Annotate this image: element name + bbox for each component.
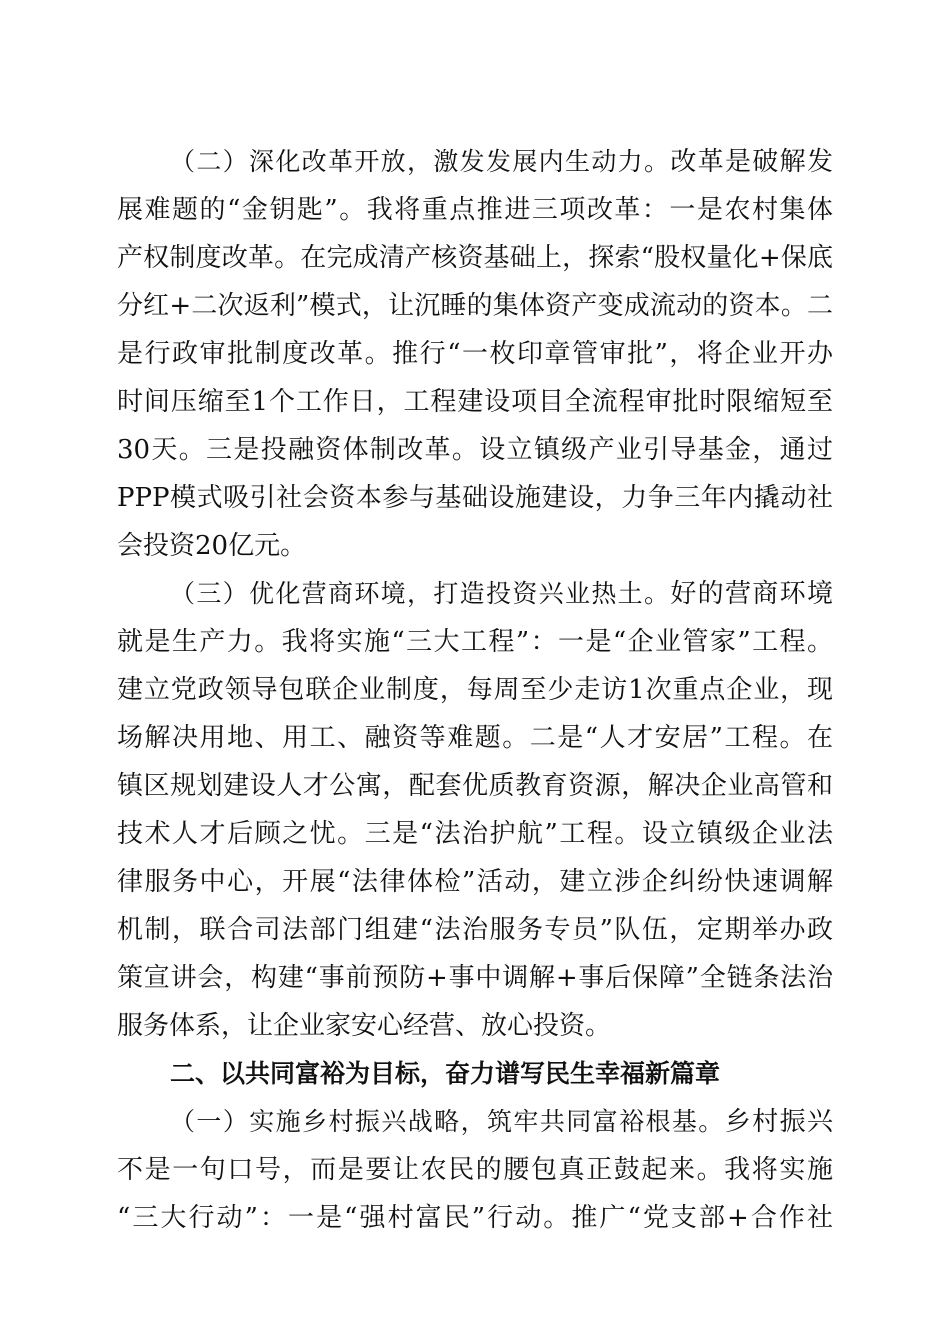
paragraph-2-line-1-text: 改革是破解发 (670, 147, 833, 177)
paragraph-2-line-9: 会投资20亿元。 (117, 531, 307, 561)
paragraph-2-line-8: PPP模式吸引社会资本参与基础设施建设，力争三年内撬动社 (117, 483, 833, 513)
paragraph-3-line-1 (170, 570, 833, 618)
paragraph-2-line-2: 展难题的“金钥匙”。我将重点推进三项改革：一是农村集体 (117, 195, 833, 225)
paragraph-3-line-8: 机制，联合司法部门组建“法治服务专员”队伍，定期举办政 (117, 915, 833, 945)
paragraph-2-line-1 (170, 138, 833, 186)
paragraph-2-line-7: 30天。三是投融资体制改革。设立镇级产业引导基金，通过 (117, 435, 833, 465)
paragraph-4-lead: （一）实施乡村振兴战略，筑牢共同富裕根基。 (170, 1107, 725, 1136)
paragraph-3-line-1-text: 好的营商环境 (670, 579, 833, 609)
paragraph-4-line-1-text: 乡村振兴 (724, 1107, 833, 1137)
paragraph-2-line-5: 是行政审批制度改革。推行“一枚印章管审批”，将企业开办 (117, 339, 833, 369)
section-heading: 二、以共同富裕为目标，奋力谱写民生幸福新篇章 (170, 1059, 721, 1088)
paragraph-2-line-6: 时间压缩至1个工作日，工程建设项目全流程审批时限缩短至 (117, 387, 833, 417)
paragraph-3-line-3: 建立党政领导包联企业制度，每周至少走访1次重点企业，现 (117, 675, 833, 705)
paragraph-3-line-9: 策宣讲会，构建“事前预防+事中调解+事后保障”全链条法治 (117, 963, 833, 993)
paragraph-3-line-5: 镇区规划建设人才公寓，配套优质教育资源，解决企业高管和 (117, 771, 833, 801)
paragraph-3-line-7: 律服务中心，开展“法律体检”活动，建立涉企纠纷快速调解 (117, 867, 833, 897)
paragraph-3-line-4: 场解决用地、用工、融资等难题。二是“人才安居”工程。在 (117, 723, 833, 753)
paragraph-2-line-4: 分红+二次返利”模式，让沉睡的集体资产变成流动的资本。二 (117, 291, 833, 321)
paragraph-3-lead: （三）优化营商环境，打造投资兴业热土。 (170, 579, 671, 608)
paragraph-4-line-2: 不是一句口号，而是要让农民的腰包真正鼓起来。我将实施 (117, 1155, 833, 1185)
paragraph-2-line-3: 产权制度改革。在完成清产核资基础上，探索“股权量化+保底 (117, 243, 833, 273)
paragraph-3-line-6: 技术人才后顾之忧。三是“法治护航”工程。设立镇级企业法 (117, 819, 833, 849)
paragraph-3-line-2: 就是生产力。我将实施“三大工程”：一是“企业管家”工程。 (117, 627, 833, 657)
paragraph-3-line-10: 服务体系，让企业家安心经营、放心投资。 (117, 1011, 612, 1041)
paragraph-4-line-3: “三大行动”：一是“强村富民”行动。推广“党支部+合作社 (117, 1203, 833, 1233)
paragraph-4-line-1 (170, 1098, 833, 1146)
paragraph-2-lead: （二）深化改革开放，激发发展内生动力。 (170, 147, 671, 176)
